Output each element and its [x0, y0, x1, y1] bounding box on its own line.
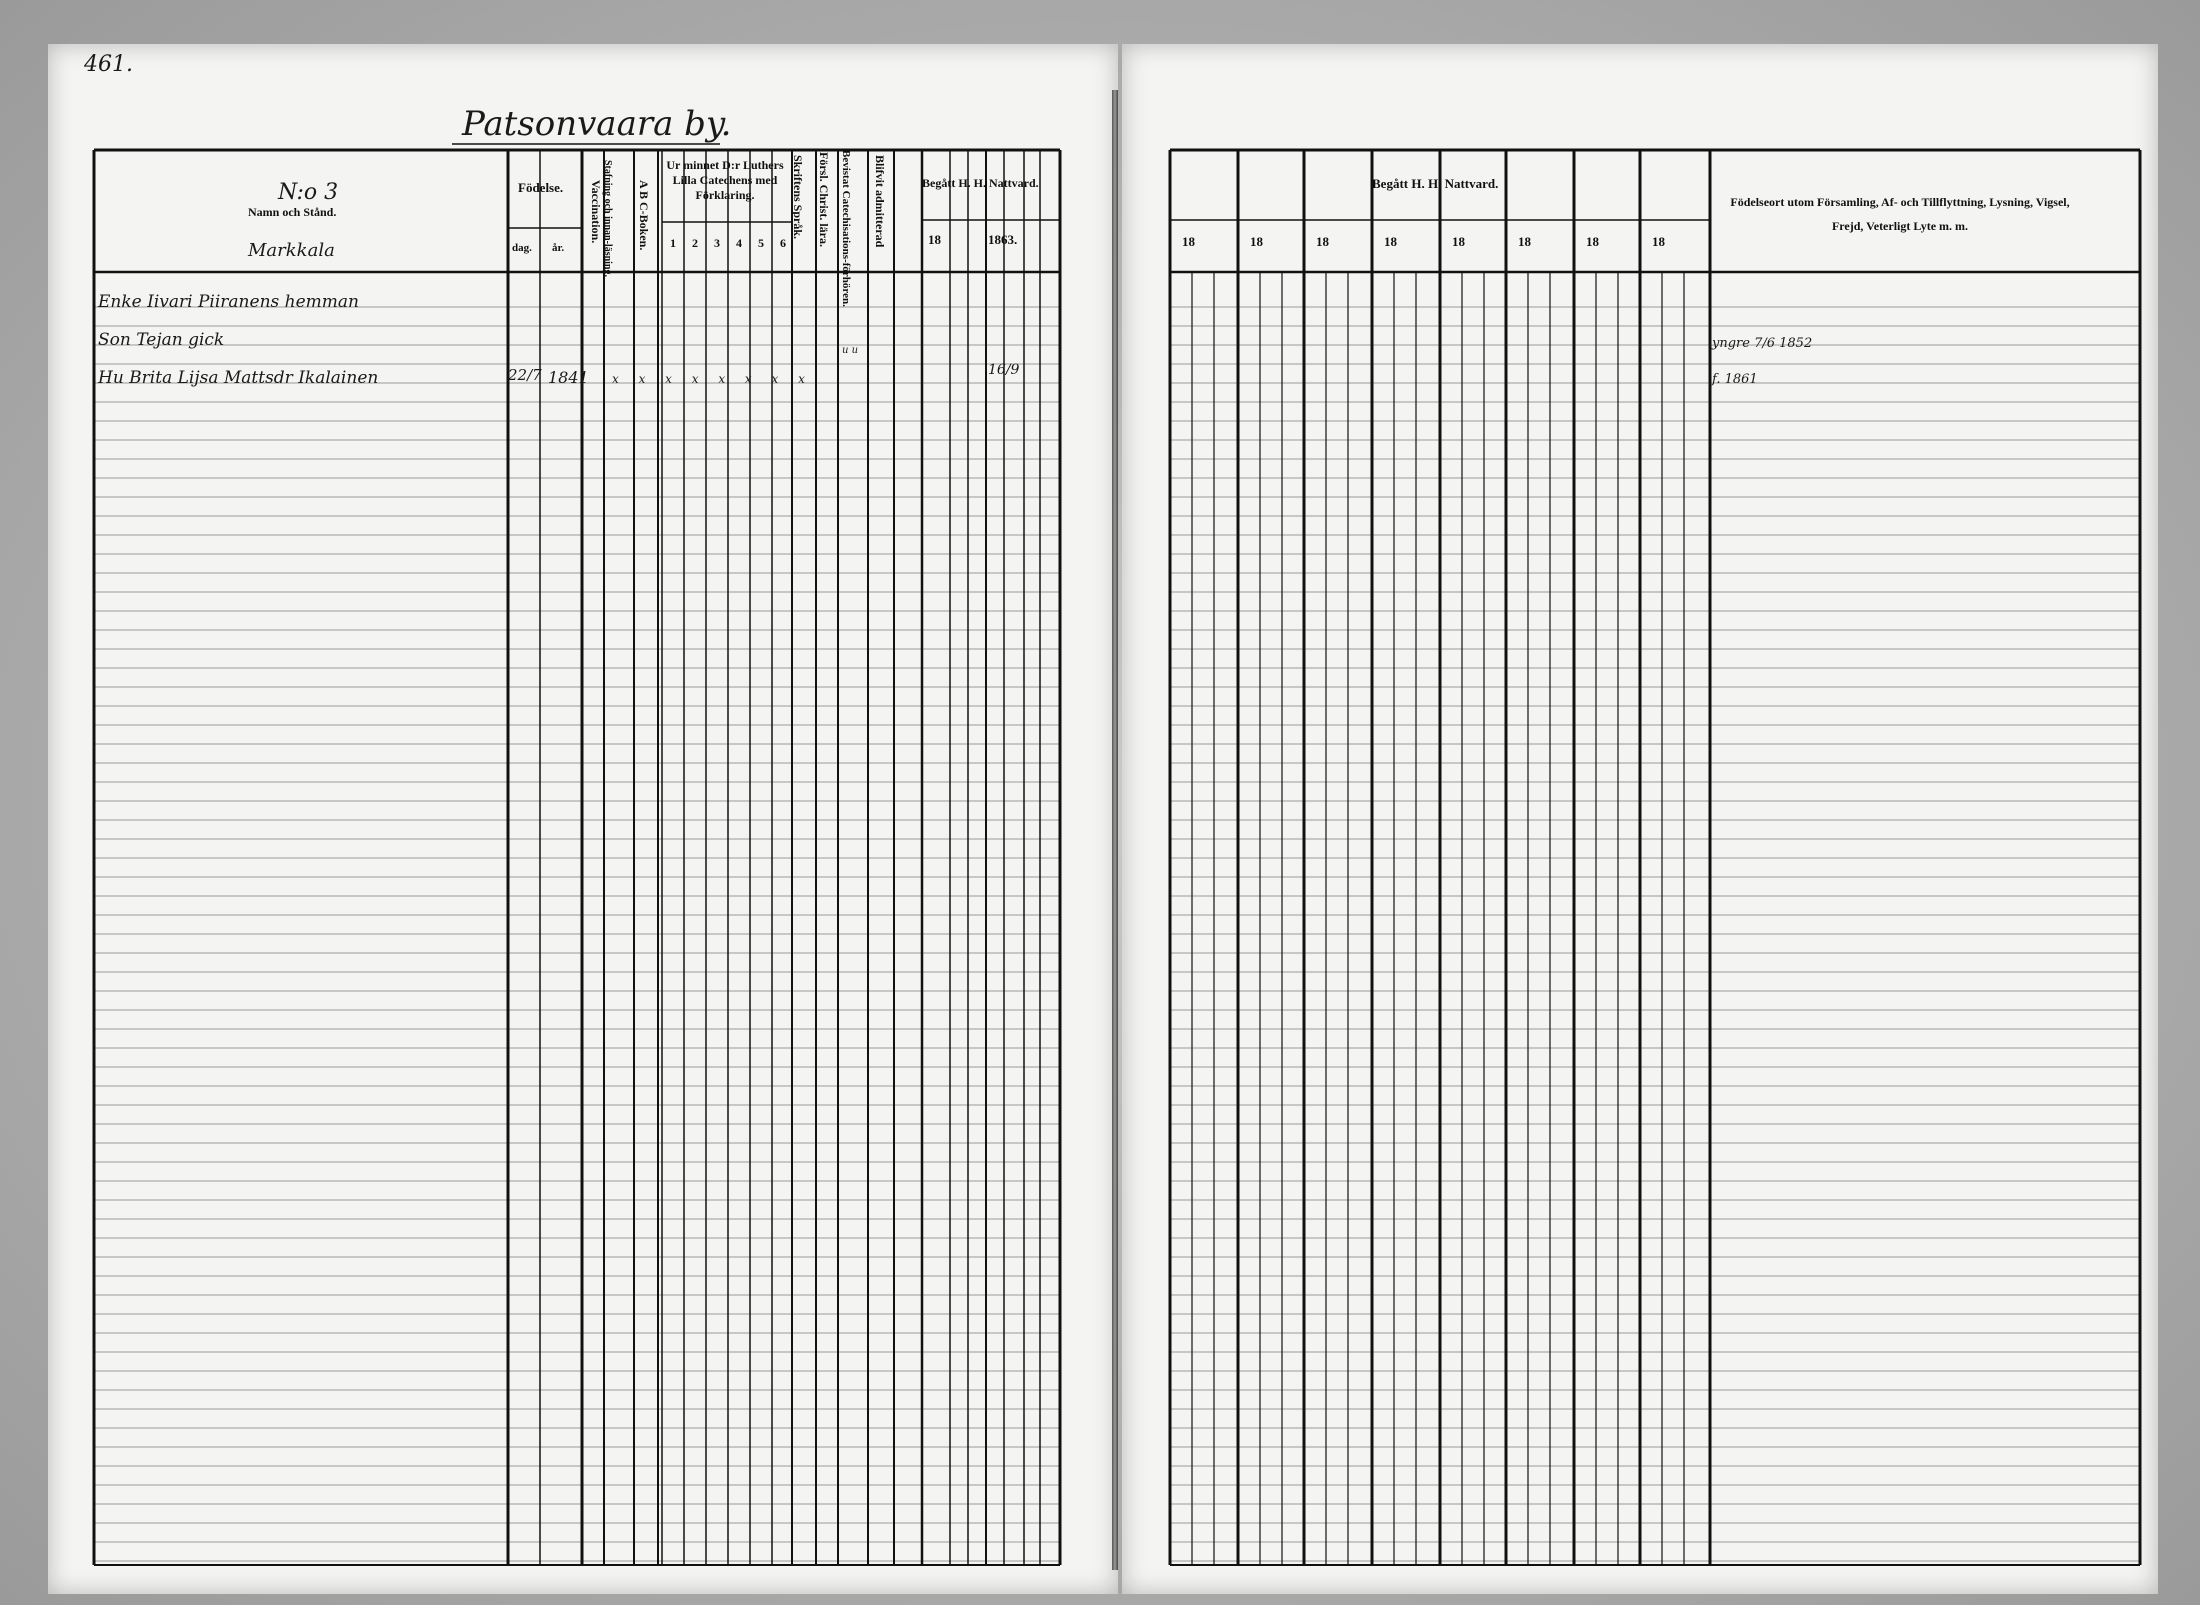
communion-header-right: Begått H. H. Nattvard. — [1372, 176, 1499, 191]
vaccination-header: Vaccination. — [589, 180, 603, 244]
reading-header: Stafning och innan-läsning. — [602, 160, 613, 277]
entry-year-3: 1841 — [548, 368, 589, 387]
entry-name-3: Hu Brita Lijsa Mattsdr Ikalainen — [98, 368, 379, 388]
communion-header-left: Begått H. H. Nattvard. — [922, 176, 1039, 190]
abc-book-header: A B C-Boken. — [637, 180, 651, 251]
remark-1: yngre 7/6 1852 — [1712, 336, 1813, 351]
right-communion-year-6: 18 — [1518, 234, 1531, 249]
catechism-number-3: 3 — [714, 236, 720, 250]
written-language-header: Skriftens Språk. — [791, 155, 805, 240]
entry-catechism-note: u u — [842, 345, 859, 356]
entry-day-3: 22/7 — [508, 366, 542, 384]
house-number: N:o 3 — [278, 180, 339, 205]
right-communion-year-1: 18 — [1182, 234, 1195, 249]
page-number: 461. — [84, 52, 133, 77]
christianity-header: Försl. Christ. lära. — [817, 152, 831, 247]
right-communion-year-7: 18 — [1586, 234, 1599, 249]
catechism-header: Ur minnet D:r Luthers Lilla Catechens med Förklaring. — [666, 158, 784, 202]
catechism-number-6: 6 — [780, 236, 786, 250]
catechism-number-2: 2 — [692, 236, 698, 250]
catechism-hearings-header: Bevistat Catechisations-förhören. — [840, 150, 852, 307]
birth-header: Födelse. — [518, 180, 564, 195]
village-title: Patsonvaara by. — [462, 104, 732, 144]
entry-communion-date: 16/9 — [988, 362, 1020, 378]
entry-name-1: Enke Iivari Piiranens hemman — [98, 292, 359, 312]
catechism-number-5: 5 — [758, 236, 764, 250]
catechism-number-1: 1 — [670, 236, 676, 250]
right-communion-year-8: 18 — [1652, 234, 1665, 249]
remarks-header: Födelseort utom Församling, Af- och Tillflyttning, Lysning, Vigsel, Frejd, Veterligt Lyte m. m. — [1730, 195, 2070, 233]
entry-marks-3: x x x x x x x x — [612, 372, 813, 386]
remark-2: f. 1861 — [1712, 372, 1758, 387]
name-header: Namn och Stånd. — [248, 205, 337, 219]
right-communion-year-5: 18 — [1452, 234, 1465, 249]
communion-year-left-1: 18 — [928, 232, 941, 247]
homestead-name: Markkala — [248, 240, 335, 261]
catechism-number-4: 4 — [736, 236, 742, 250]
birth-day-header: dag. — [512, 242, 532, 254]
entry-name-2: Son Tejan gick — [98, 330, 225, 350]
communion-year-left-2: 1863. — [988, 232, 1018, 247]
birth-year-header: år. — [552, 242, 565, 254]
right-communion-year-3: 18 — [1316, 234, 1329, 249]
right-communion-year-2: 18 — [1250, 234, 1263, 249]
admitted-header: Blifvit admitterad — [873, 155, 887, 248]
right-communion-year-4: 18 — [1384, 234, 1397, 249]
